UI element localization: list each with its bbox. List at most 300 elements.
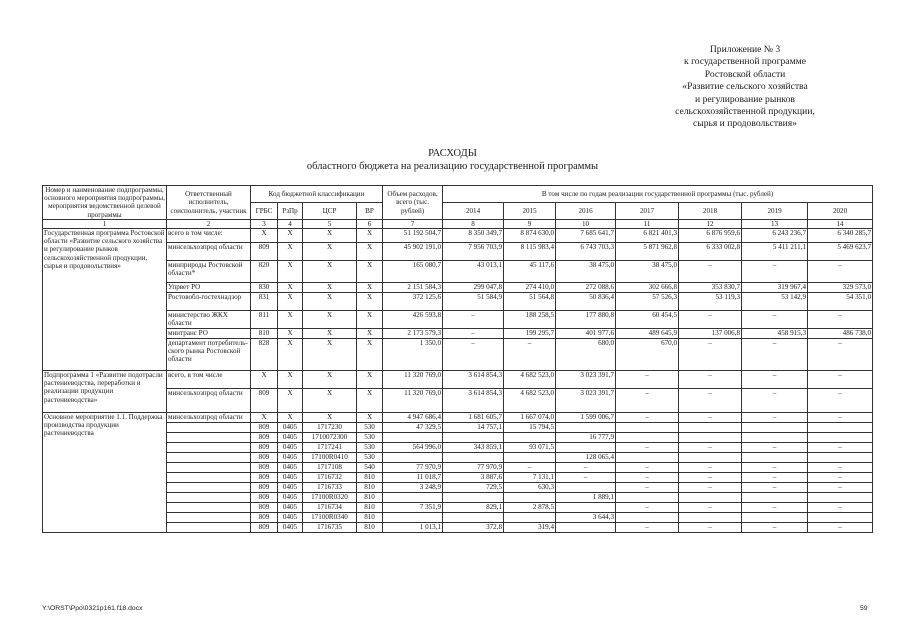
year-value-cell: 199 295,7 xyxy=(504,329,556,339)
year-value-cell: 15 794,5 xyxy=(504,423,556,433)
year-value-cell: 6 876 959,6 xyxy=(679,229,742,243)
table-row xyxy=(43,423,873,433)
year-value-cell: 53 119,3 xyxy=(679,293,742,311)
year-value-cell: 274 410,0 xyxy=(504,283,556,293)
column-number: 11 xyxy=(616,219,679,228)
table-row xyxy=(43,443,873,453)
executor-cell xyxy=(167,523,251,533)
table-row xyxy=(43,523,873,533)
year-value-cell: – xyxy=(742,371,808,389)
year-value-cell: 16 777,9 xyxy=(556,433,616,443)
year-value-cell: 489 645,9 xyxy=(616,329,679,339)
total-cell: 564 996,0 xyxy=(383,443,443,453)
vr-cell: 810 xyxy=(357,493,383,503)
year-value-cell: – xyxy=(742,339,808,371)
header-years-group: В том числе по годам реализации государственной программы (тыс. рублей) xyxy=(443,186,873,203)
year-value-cell: – xyxy=(443,329,504,339)
year-value-cell: – xyxy=(808,463,873,473)
year-value-cell: 188 258,5 xyxy=(504,311,556,329)
grbs-cell: 809 xyxy=(251,453,278,463)
year-value-cell: 137 006,8 xyxy=(679,329,742,339)
appendix-line: сырья и продовольствия» xyxy=(693,118,797,130)
csr-cell: X xyxy=(303,371,357,389)
year-value-cell xyxy=(443,453,504,463)
total-cell: 1 350,0 xyxy=(383,339,443,371)
year-value-cell xyxy=(679,453,742,463)
vr-cell: X xyxy=(357,371,383,389)
executor-cell: всего в том числе: xyxy=(167,229,251,243)
table-row xyxy=(43,433,873,443)
rzpr-cell: X xyxy=(278,243,303,261)
vr-cell: 810 xyxy=(357,523,383,533)
header-year: 2017 xyxy=(616,202,679,219)
rzpr-cell: 0405 xyxy=(278,513,303,523)
year-value-cell: – xyxy=(742,473,808,483)
vr-cell: 530 xyxy=(357,433,383,443)
year-value-cell: 7 685 641,7 xyxy=(556,229,616,243)
appendix-line: «Развитие сельского хозяйства xyxy=(682,81,808,93)
year-value-cell: 1 667 074,0 xyxy=(504,413,556,423)
year-value-cell: – xyxy=(443,339,504,371)
rzpr-cell: X xyxy=(278,311,303,329)
year-value-cell xyxy=(742,493,808,503)
rzpr-cell: 0405 xyxy=(278,483,303,493)
total-cell: 2 173 579,3 xyxy=(383,329,443,339)
total-cell: 7 351,9 xyxy=(383,503,443,513)
year-value-cell: 6 821 401,3 xyxy=(616,229,679,243)
year-value-cell: – xyxy=(679,371,742,389)
year-value-cell: 1 889,1 xyxy=(556,493,616,503)
title-main: РАСХОДЫ xyxy=(428,148,477,159)
year-value-cell: 4 682 523,0 xyxy=(504,389,556,413)
year-value-cell: – xyxy=(742,503,808,513)
year-value-cell: 4 682 523,0 xyxy=(504,371,556,389)
table-row xyxy=(43,513,873,523)
year-value-cell: – xyxy=(808,523,873,533)
vr-cell: X xyxy=(357,311,383,329)
total-cell: 1 013,1 xyxy=(383,523,443,533)
year-value-cell: – xyxy=(616,523,679,533)
year-value-cell xyxy=(443,493,504,503)
total-cell: 11 320 769,0 xyxy=(383,389,443,413)
year-value-cell: 2 878,5 xyxy=(504,503,556,513)
table-row xyxy=(43,503,873,513)
csr-cell: X xyxy=(303,329,357,339)
column-number: 14 xyxy=(808,219,873,228)
page-number: 59 xyxy=(860,605,868,612)
year-value-cell: – xyxy=(742,311,808,329)
year-value-cell: 8 115 983,4 xyxy=(504,243,556,261)
vr-cell: X xyxy=(357,293,383,311)
year-value-cell: 486 738,0 xyxy=(808,329,873,339)
grbs-cell: 809 xyxy=(251,523,278,533)
grbs-cell: 809 xyxy=(251,389,278,413)
appendix-line: Приложение № 3 xyxy=(709,44,781,55)
executor-cell xyxy=(167,493,251,503)
rzpr-cell: X xyxy=(278,413,303,423)
header-csr: ЦСР xyxy=(303,202,357,219)
section-name: Государственная программа Ростовской области «Развитие сельского хозяйства и регулирование рынков сельскохозяйственной продукции, сырья и продовольствия» xyxy=(43,229,167,371)
year-value-cell: 3 023 391,7 xyxy=(556,389,616,413)
header-year: 2015 xyxy=(504,202,556,219)
year-value-cell: – xyxy=(808,413,873,423)
year-value-cell xyxy=(443,513,504,523)
rzpr-cell: 0405 xyxy=(278,443,303,453)
csr-cell: 17100R0410 xyxy=(303,453,357,463)
csr-cell: X xyxy=(303,229,357,243)
table-row xyxy=(43,483,873,493)
total-cell: 3 248,9 xyxy=(383,483,443,493)
year-value-cell: 1 599 006,7 xyxy=(556,413,616,423)
executor-cell: департамент потребитель-ского рынка Ростовской области xyxy=(167,339,251,371)
column-number: 12 xyxy=(679,219,742,228)
header-vr: ВР xyxy=(357,202,383,219)
year-value-cell: 60 454,5 xyxy=(616,311,679,329)
grbs-cell: X xyxy=(251,371,278,389)
year-value-cell: – xyxy=(742,443,808,453)
year-value-cell: 319 967,4 xyxy=(742,283,808,293)
year-value-cell: 319,4 xyxy=(504,523,556,533)
table-row xyxy=(43,311,873,329)
section-name: Основное мероприятие 1.1. Поддержка производства продукции растениеводства xyxy=(43,413,167,533)
executor-cell: минсельхозпрод области xyxy=(167,389,251,413)
year-value-cell: 5 871 962,8 xyxy=(616,243,679,261)
csr-cell: 1717230 xyxy=(303,423,357,433)
year-value-cell: – xyxy=(742,413,808,423)
year-value-cell: – xyxy=(679,523,742,533)
year-value-cell: – xyxy=(616,389,679,413)
year-value-cell: – xyxy=(679,463,742,473)
year-value-cell: – xyxy=(808,371,873,389)
appendix-line: Ростовской области xyxy=(704,68,786,80)
document-title xyxy=(0,147,905,173)
rzpr-cell: 0405 xyxy=(278,503,303,513)
header-name: Номер и наименование подпрограммы, основного мероприятия подпрограммы, мероприятия ведомственной целевой программы xyxy=(44,186,165,219)
grbs-cell: 828 xyxy=(251,339,278,371)
footer-file-path: Y:\ORST\Ppo\0321p161.f18.docx xyxy=(42,605,143,612)
executor-cell: Упрвет РО xyxy=(167,283,251,293)
year-value-cell: 329 573,0 xyxy=(808,283,873,293)
grbs-cell: 809 xyxy=(251,473,278,483)
year-value-cell: – xyxy=(679,389,742,413)
year-value-cell: 3 023 391,7 xyxy=(556,371,616,389)
year-value-cell: – xyxy=(742,261,808,283)
executor-cell xyxy=(167,513,251,523)
year-value-cell xyxy=(808,513,873,523)
rzpr-cell: X xyxy=(278,229,303,243)
total-cell xyxy=(383,493,443,503)
year-value-cell xyxy=(742,433,808,443)
year-value-cell: 680,0 xyxy=(556,339,616,371)
header-grbs: ГРБС xyxy=(251,202,278,219)
year-value-cell: 53 142,9 xyxy=(742,293,808,311)
year-value-cell: – xyxy=(679,503,742,513)
year-value-cell: – xyxy=(443,311,504,329)
executor-cell: минсельхозпрод области xyxy=(167,243,251,261)
year-value-cell: – xyxy=(742,523,808,533)
rzpr-cell: X xyxy=(278,371,303,389)
year-value-cell: – xyxy=(742,463,808,473)
year-value-cell xyxy=(504,493,556,503)
header-year: 2014 xyxy=(443,202,504,219)
csr-cell: 17100R0340 xyxy=(303,513,357,523)
year-value-cell: 7 131,1 xyxy=(504,473,556,483)
year-value-cell: – xyxy=(616,371,679,389)
header-volume: Объем расходов, всего (тыс. рублей) xyxy=(383,186,443,220)
csr-cell: X xyxy=(303,261,357,283)
year-value-cell: – xyxy=(808,339,873,371)
year-value-cell: 829,1 xyxy=(443,503,504,513)
year-value-cell: – xyxy=(679,483,742,493)
total-cell: 51 192 504,7 xyxy=(383,229,443,243)
csr-cell: 1716734 xyxy=(303,503,357,513)
table-row xyxy=(43,261,873,283)
vr-cell: X xyxy=(357,229,383,243)
total-cell: 77 970,9 xyxy=(383,463,443,473)
total-cell: 426 593,8 xyxy=(383,311,443,329)
csr-cell: X xyxy=(303,293,357,311)
rzpr-cell: X xyxy=(278,283,303,293)
rzpr-cell: 0405 xyxy=(278,433,303,443)
vr-cell: X xyxy=(357,329,383,339)
vr-cell: 810 xyxy=(357,513,383,523)
year-value-cell: – xyxy=(616,503,679,513)
year-value-cell: 51 584,9 xyxy=(443,293,504,311)
total-cell: 372 125,6 xyxy=(383,293,443,311)
vr-cell: X xyxy=(357,339,383,371)
year-value-cell: 6 340 285,7 xyxy=(808,229,873,243)
rzpr-cell: X xyxy=(278,329,303,339)
total-cell: 165 080,7 xyxy=(383,261,443,283)
grbs-cell: 830 xyxy=(251,283,278,293)
year-value-cell: 3 644,3 xyxy=(556,513,616,523)
header-year: 2019 xyxy=(742,202,808,219)
year-value-cell: 458 915,3 xyxy=(742,329,808,339)
column-number: 10 xyxy=(556,219,616,228)
year-value-cell: – xyxy=(679,473,742,483)
total-cell: 11 018,7 xyxy=(383,473,443,483)
rzpr-cell: X xyxy=(278,261,303,283)
header-year: 2018 xyxy=(679,202,742,219)
grbs-cell: 809 xyxy=(251,443,278,453)
year-value-cell: – xyxy=(808,261,873,283)
year-value-cell: 302 666,8 xyxy=(616,283,679,293)
table-row xyxy=(43,463,873,473)
year-value-cell: 45 117,6 xyxy=(504,261,556,283)
year-value-cell: 6 743 703,3 xyxy=(556,243,616,261)
year-value-cell: 57 526,3 xyxy=(616,293,679,311)
year-value-cell: 3 614 854,3 xyxy=(443,371,504,389)
executor-cell xyxy=(167,433,251,443)
executor-cell xyxy=(167,453,251,463)
grbs-cell: 809 xyxy=(251,463,278,473)
year-value-cell: – xyxy=(616,413,679,423)
year-value-cell: 38 475,0 xyxy=(616,261,679,283)
year-value-cell: 299 047,8 xyxy=(443,283,504,293)
year-value-cell: – xyxy=(616,463,679,473)
year-value-cell: – xyxy=(742,483,808,493)
year-value-cell: 670,0 xyxy=(616,339,679,371)
total-cell xyxy=(383,513,443,523)
table-row xyxy=(43,229,873,243)
year-value-cell: 38 475,0 xyxy=(556,261,616,283)
grbs-cell: 809 xyxy=(251,243,278,261)
executor-cell: министерство ЖКХ области xyxy=(167,311,251,329)
column-number: 13 xyxy=(742,219,808,228)
year-value-cell xyxy=(616,423,679,433)
executor-cell: минприроды Ростовской области* xyxy=(167,261,251,283)
grbs-cell: 809 xyxy=(251,493,278,503)
table-row xyxy=(43,493,873,503)
csr-cell: 17100R0320 xyxy=(303,493,357,503)
appendix-header xyxy=(640,44,850,131)
year-value-cell: – xyxy=(504,339,556,371)
year-value-cell: 51 564,8 xyxy=(504,293,556,311)
year-value-cell xyxy=(443,433,504,443)
year-value-cell: 43 013,1 xyxy=(443,261,504,283)
year-value-cell xyxy=(679,423,742,433)
total-cell: 2 151 584,3 xyxy=(383,283,443,293)
vr-cell: X xyxy=(357,413,383,423)
grbs-cell: 810 xyxy=(251,329,278,339)
year-value-cell: – xyxy=(808,503,873,513)
vr-cell: X xyxy=(357,389,383,413)
total-cell: 45 902 191,0 xyxy=(383,243,443,261)
year-value-cell: 54 351,0 xyxy=(808,293,873,311)
year-value-cell xyxy=(808,453,873,463)
year-value-cell: 50 836,4 xyxy=(556,293,616,311)
year-value-cell: – xyxy=(679,261,742,283)
executor-cell: всего, в том числе xyxy=(167,371,251,389)
year-value-cell: – xyxy=(679,443,742,453)
rzpr-cell: 0405 xyxy=(278,463,303,473)
year-value-cell xyxy=(808,433,873,443)
year-value-cell xyxy=(679,513,742,523)
year-value-cell: 5 411 211,1 xyxy=(742,243,808,261)
executor-cell xyxy=(167,473,251,483)
year-value-cell: 3 887,6 xyxy=(443,473,504,483)
column-number: 3 xyxy=(251,219,278,228)
csr-cell: X xyxy=(303,283,357,293)
csr-cell: 1717108 xyxy=(303,463,357,473)
column-number: 4 xyxy=(278,219,303,228)
year-value-cell: 6 333 002,8 xyxy=(679,243,742,261)
year-value-cell xyxy=(742,513,808,523)
year-value-cell: 272 088,6 xyxy=(556,283,616,293)
rzpr-cell: X xyxy=(278,293,303,311)
year-value-cell: – xyxy=(679,413,742,423)
vr-cell: 530 xyxy=(357,423,383,433)
executor-cell xyxy=(167,463,251,473)
csr-cell: X xyxy=(303,311,357,329)
table-row xyxy=(43,371,873,389)
grbs-cell: 831 xyxy=(251,293,278,311)
year-value-cell xyxy=(556,523,616,533)
executor-cell: Ростовобл-гостехнадзор xyxy=(167,293,251,311)
year-value-cell: – xyxy=(556,473,616,483)
year-value-cell: – xyxy=(808,473,873,483)
year-value-cell xyxy=(556,483,616,493)
csr-cell: 1716732 xyxy=(303,473,357,483)
rzpr-cell: 0405 xyxy=(278,473,303,483)
csr-cell: 1717241 xyxy=(303,443,357,453)
year-value-cell: 6 243 236,7 xyxy=(742,229,808,243)
header-year: 2020 xyxy=(808,202,873,219)
header-rzpr: РзПр xyxy=(278,202,303,219)
year-value-cell: 128 065,4 xyxy=(556,453,616,463)
rzpr-cell: 0405 xyxy=(278,523,303,533)
year-value-cell: 401 977,6 xyxy=(556,329,616,339)
year-value-cell xyxy=(616,493,679,503)
executor-cell xyxy=(167,423,251,433)
total-cell xyxy=(383,433,443,443)
vr-cell: X xyxy=(357,243,383,261)
column-number: 9 xyxy=(504,219,556,228)
appendix-line: и регулирование рынков xyxy=(695,93,795,105)
vr-cell: 530 xyxy=(357,443,383,453)
total-cell xyxy=(383,453,443,463)
column-number-row xyxy=(43,219,873,228)
total-cell: 11 320 769,0 xyxy=(383,371,443,389)
year-value-cell: 8 350 349,7 xyxy=(443,229,504,243)
year-value-cell: 5 469 623,7 xyxy=(808,243,873,261)
table-row xyxy=(43,283,873,293)
year-value-cell: 343 859,1 xyxy=(443,443,504,453)
year-value-cell: 8 874 630,0 xyxy=(504,229,556,243)
table-row xyxy=(43,413,873,423)
year-value-cell xyxy=(808,493,873,503)
year-value-cell xyxy=(679,433,742,443)
table-row xyxy=(43,339,873,371)
year-value-cell: 372,8 xyxy=(443,523,504,533)
year-value-cell: – xyxy=(556,463,616,473)
year-value-cell xyxy=(742,453,808,463)
rzpr-cell: 0405 xyxy=(278,423,303,433)
grbs-cell: 809 xyxy=(251,423,278,433)
executor-cell xyxy=(167,443,251,453)
column-number: 6 xyxy=(357,219,383,228)
rzpr-cell: 0405 xyxy=(278,493,303,503)
csr-cell: 1716735 xyxy=(303,523,357,533)
year-value-cell xyxy=(556,423,616,433)
grbs-cell: 809 xyxy=(251,503,278,513)
grbs-cell: 809 xyxy=(251,513,278,523)
expenses-table xyxy=(42,185,873,533)
grbs-cell: 820 xyxy=(251,261,278,283)
csr-cell: X xyxy=(303,243,357,261)
year-value-cell: 77 970,9 xyxy=(443,463,504,473)
year-value-cell: – xyxy=(808,483,873,493)
year-value-cell xyxy=(616,513,679,523)
grbs-cell: 809 xyxy=(251,483,278,493)
year-value-cell: – xyxy=(808,443,873,453)
year-value-cell xyxy=(679,493,742,503)
table-row xyxy=(43,473,873,483)
year-value-cell: 7 956 703,9 xyxy=(443,243,504,261)
year-value-cell: 1 681 605,7 xyxy=(443,413,504,423)
year-value-cell: 14 757,1 xyxy=(443,423,504,433)
appendix-line: к государственной программе xyxy=(684,56,806,68)
table-row xyxy=(43,243,873,261)
table-row xyxy=(43,293,873,311)
executor-cell: минсельхозпрод области xyxy=(167,413,251,423)
year-value-cell: – xyxy=(679,339,742,371)
column-number: 1 xyxy=(43,219,167,228)
csr-cell: X xyxy=(303,413,357,423)
executor-cell: минтранс РО xyxy=(167,329,251,339)
table-row xyxy=(43,329,873,339)
year-value-cell: – xyxy=(808,389,873,413)
